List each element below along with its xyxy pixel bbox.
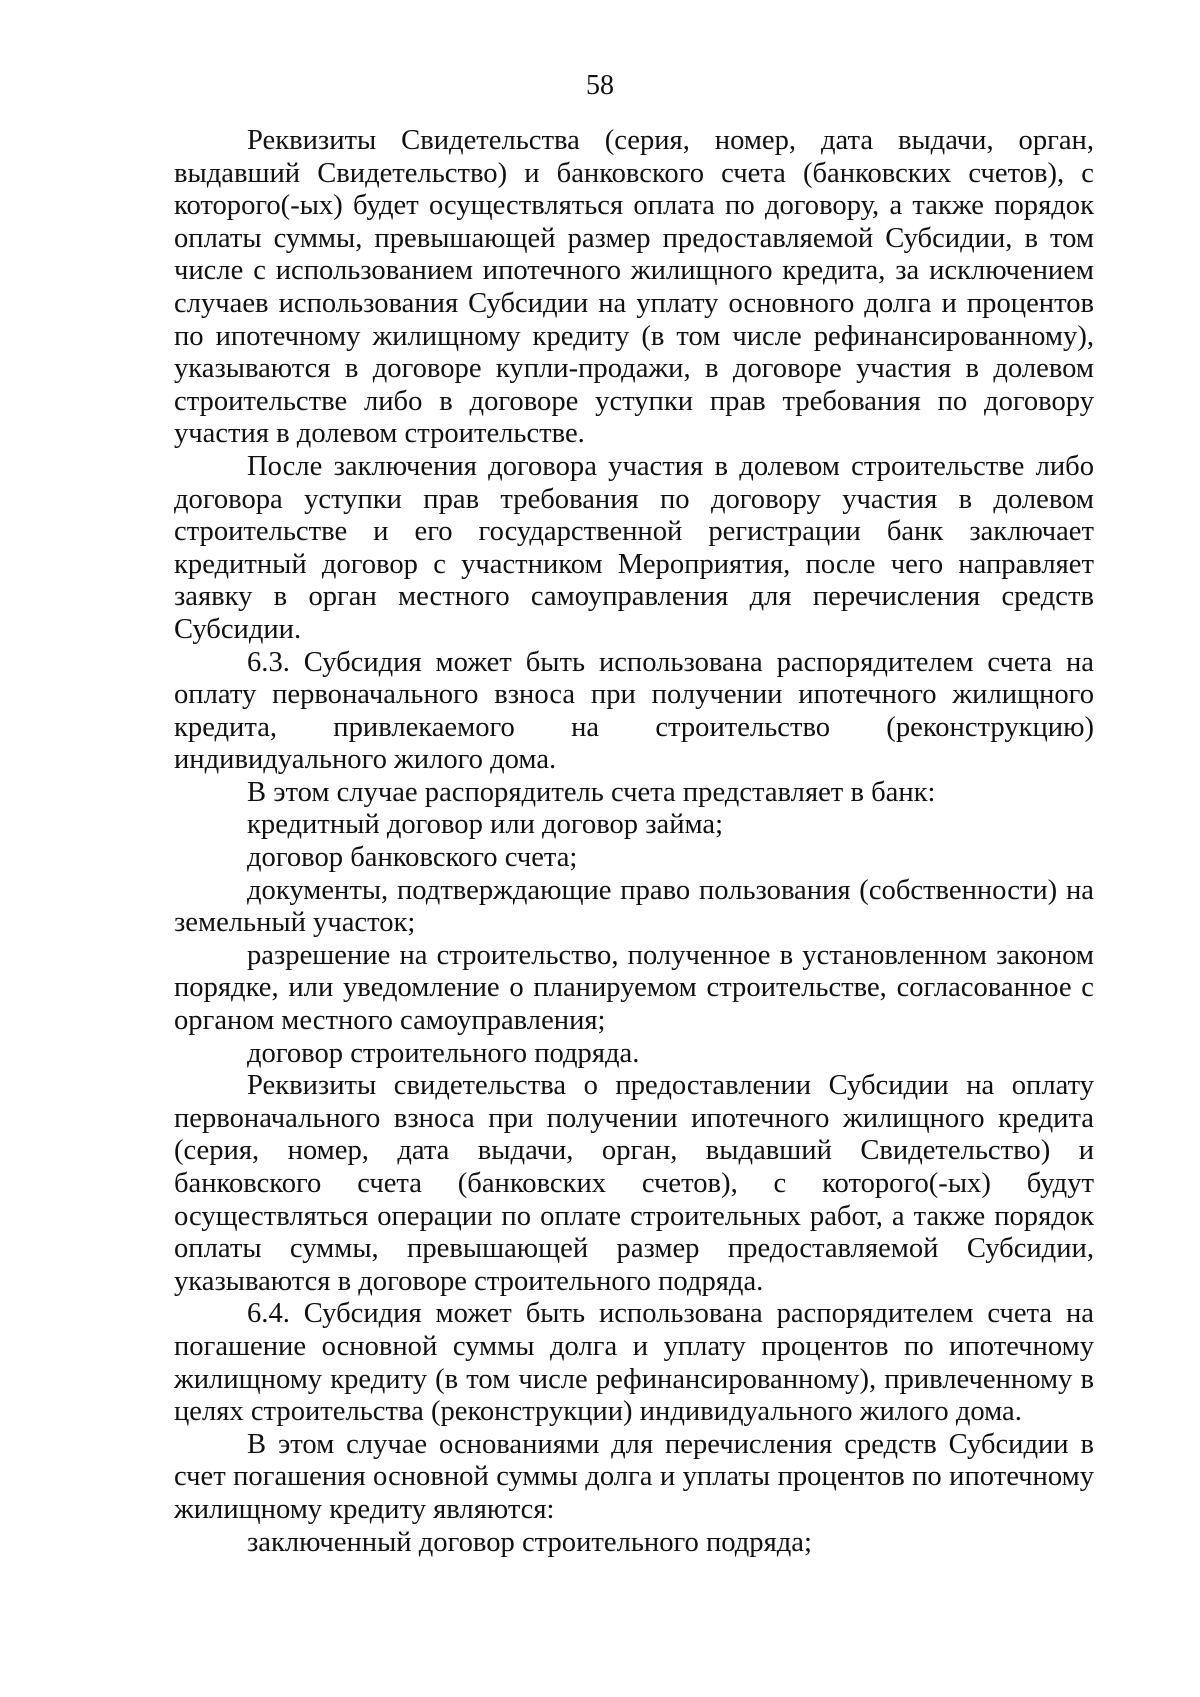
list-item-land-rights-documents: документы, подтверждающие право пользования (собственности) на земельный участок; [174,874,1094,939]
list-item-construction-contract: договор строительного подряда. [247,1037,640,1069]
paragraph-after-contract-conclusion: После заключения договора участия в долевом строительстве либо договора уступки прав требования по договору участия в долевом строительстве и его государственной регистрации банк заключает кредитный договор с участником Мероприятия, после чего направляет заявку в орган местного самоуправления для перечисления средств Субсидии. [174,450,1094,645]
list-item-bank-account-agreement: договор банковского счета; [247,842,578,874]
paragraph-transfer-grounds: В этом случае основаниями для перечисления средств Субсидии в счет погашения основной суммы долга и уплаты процентов по ипотечному жилищному кредиту являются: [174,1428,1094,1525]
page-number: 58 [586,70,614,101]
list-item-credit-agreement: кредитный договор или договор займа; [247,809,724,841]
paragraph-documents-intro: В этом случае распорядитель счета представляет в банк: [247,776,936,808]
list-item-concluded-construction-contract: заключенный договор строительного подряда; [247,1526,812,1558]
paragraph-clause-6-3: 6.3. Субсидия может быть использована распорядителем счета на оплату первоначального взноса при получении ипотечного жилищного кредита, привлекаемого на строительство (реконструкцию) индивидуального жилого дома. [174,646,1094,776]
paragraph-clause-6-4: 6.4. Субсидия может быть использована распорядителем счета на погашение основной суммы долга и уплату процентов по ипотечному жилищному кредиту (в том числе рефинансированному), привлеченному в целях строительства (реконструкции) индивидуального жилого дома. [174,1298,1094,1428]
document-body [174,125,1094,1559]
paragraph-certificate-details-construction: Реквизиты свидетельства о предоставлении Субсидии на оплату первоначального взноса при получении ипотечного жилищного кредита (серия, номер, дата выдачи, орган, выдавший Свидетельство) и банковского счета (банковских счетов), с которого(-ых) будут осуществляться операции по оплате строительных работ, а также порядок оплаты суммы, превышающей размер предоставляемой Субсидии, указываются в договоре строительного подряда. [174,1070,1094,1297]
list-item-construction-permit: разрешение на строительство, полученное в установленном законом порядке, или уведомление о планируемом строительстве, согласованное с органом местного самоуправления; [174,939,1094,1037]
paragraph-certificate-details-purchase: Реквизиты Свидетельства (серия, номер, дата выдачи, орган, выдавший Свидетельство) и банковского счета (банковских счетов), с которого(-ых) будет осуществляться оплата по договору, а также порядок оплаты суммы, превышающей размер предоставляемой Субсидии, в том числе с использованием ипотечного жилищного кредита, за исключением случаев использования Субсидии на уплату основного долга и процентов по ипотечному жилищному кредиту (в том числе рефинансированному), указываются в договоре купли-продажи, в договоре участия в долевом строительстве либо в договоре уступки прав требования по договору участия в долевом строительстве. [174,125,1094,450]
